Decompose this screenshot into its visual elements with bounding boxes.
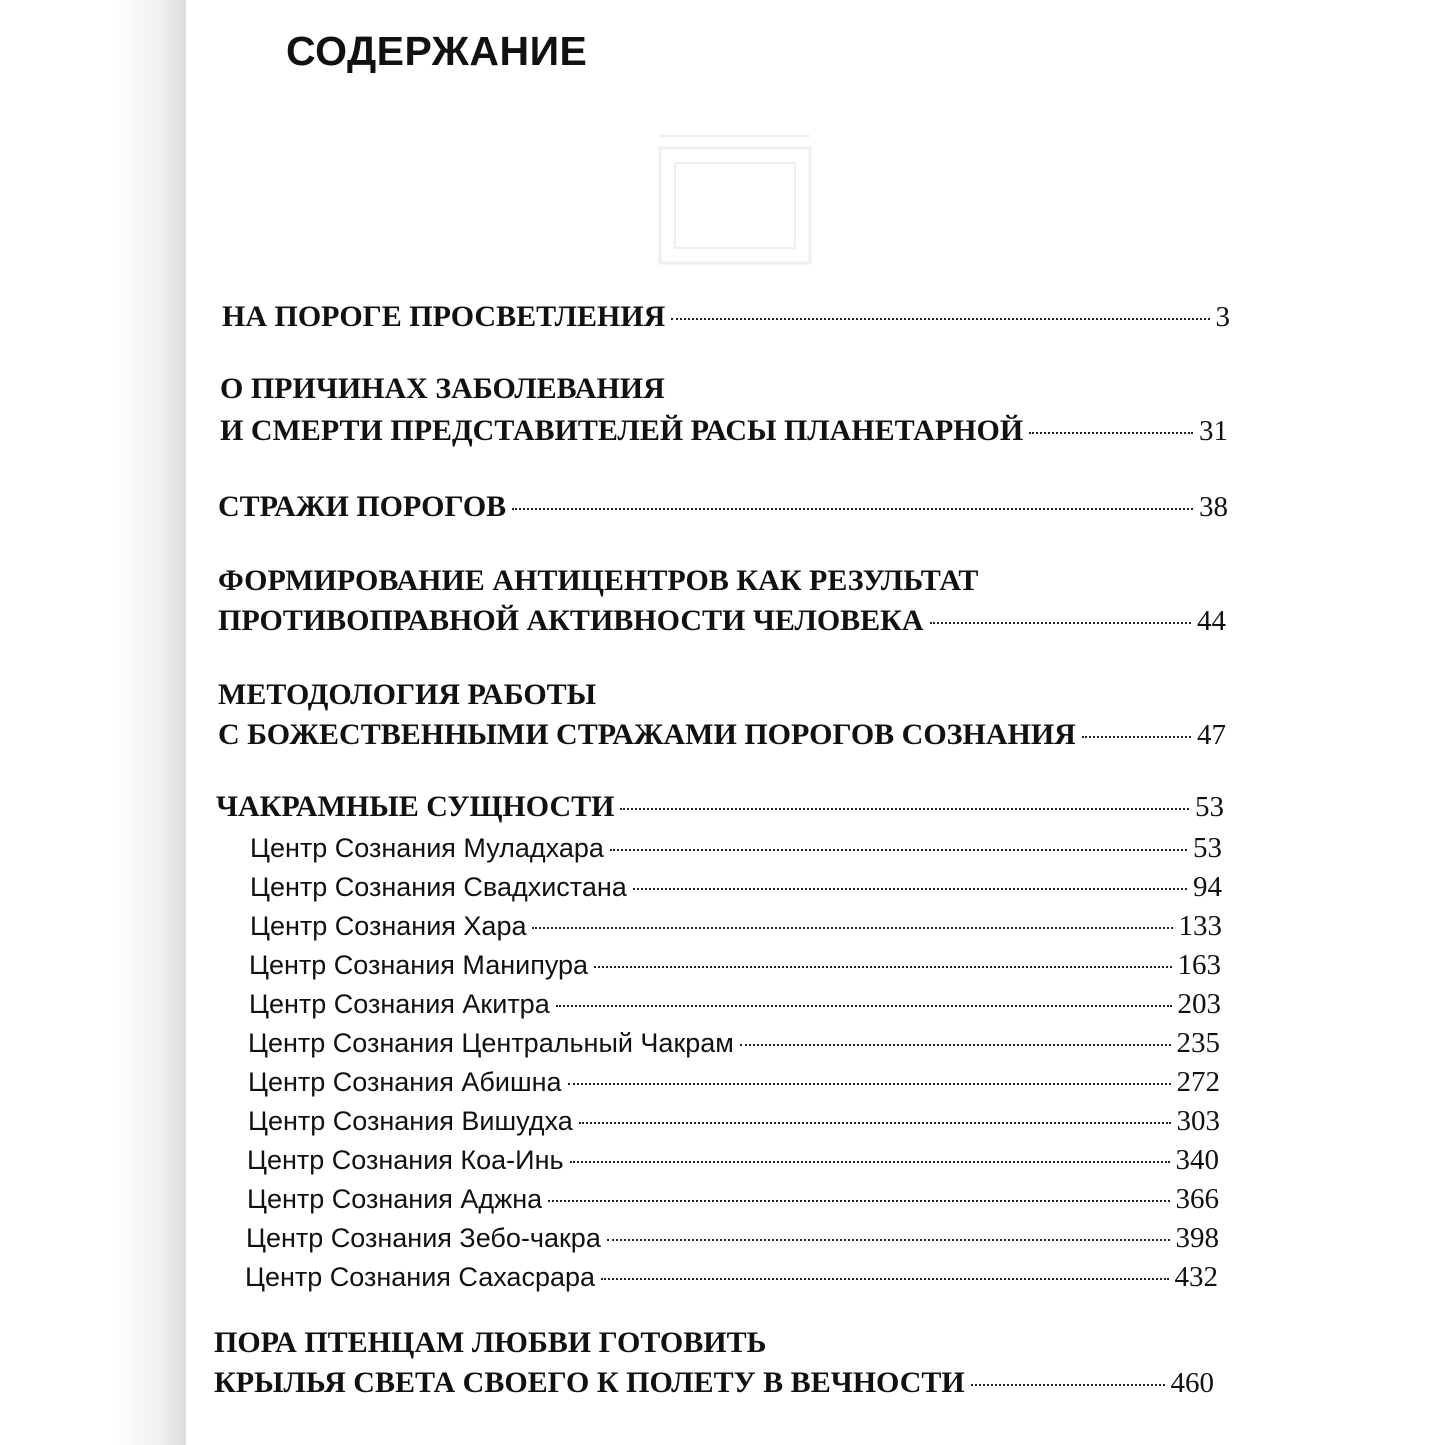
toc-entry-title-line: ПОРА ПТЕНЦАМ ЛЮБВИ ГОТОВИТЬ bbox=[214, 1326, 767, 1359]
toc-subentry-title: Центр Сознания Центральный Чакрам bbox=[248, 1028, 734, 1058]
toc-entry-page: 31 bbox=[1199, 415, 1228, 447]
toc-subentry-page: 432 bbox=[1174, 1261, 1218, 1293]
leader-dots bbox=[740, 1044, 1171, 1046]
toc-entry-title: СТРАЖИ ПОРОГОВ bbox=[218, 490, 507, 523]
leader-dots bbox=[971, 1384, 1165, 1386]
toc-entry[interactable] bbox=[216, 790, 1224, 824]
toc-entry[interactable] bbox=[218, 490, 1228, 524]
leader-dots bbox=[671, 318, 1209, 320]
toc-entry-page: 460 bbox=[1170, 1367, 1214, 1399]
toc-subentry-title: Центр Сознания Аджна bbox=[247, 1184, 543, 1214]
toc-subentry[interactable] bbox=[247, 1144, 1219, 1177]
toc-subentry-page: 53 bbox=[1193, 832, 1222, 864]
toc-subentry-page: 133 bbox=[1178, 910, 1222, 942]
toc-subentry-title: Центр Сознания Вишудха bbox=[248, 1106, 573, 1136]
leader-dots bbox=[556, 1005, 1172, 1007]
toc-subentry-title: Центр Сознания Коа-Инь bbox=[247, 1145, 564, 1175]
page-title: СОДЕРЖАНИЕ bbox=[286, 28, 588, 74]
leader-dots bbox=[601, 1278, 1168, 1280]
toc-subentry-title: Центр Сознания Свадхистана bbox=[250, 872, 627, 902]
toc-subentry[interactable] bbox=[248, 1066, 1220, 1099]
toc-entry[interactable] bbox=[220, 414, 1228, 448]
leader-dots bbox=[532, 927, 1172, 929]
faint-bleed-through-stamp bbox=[655, 128, 815, 268]
toc-subentry-page: 163 bbox=[1177, 949, 1221, 981]
toc-subentry-page: 94 bbox=[1193, 871, 1222, 903]
toc-entry-title-line: О ПРИЧИНАХ ЗАБОЛЕВАНИЯ bbox=[220, 372, 665, 405]
toc-subentry[interactable] bbox=[250, 871, 1222, 904]
leader-dots bbox=[633, 888, 1187, 890]
toc-entry[interactable] bbox=[214, 1366, 1214, 1400]
toc-entry-page: 3 bbox=[1215, 301, 1230, 333]
toc-subentry[interactable] bbox=[249, 988, 1221, 1021]
toc-entry[interactable] bbox=[218, 604, 1226, 638]
leader-dots bbox=[610, 849, 1187, 851]
toc-subentry-page: 203 bbox=[1177, 988, 1221, 1020]
toc-entry[interactable] bbox=[222, 300, 1230, 334]
toc-subentry[interactable] bbox=[250, 910, 1222, 943]
toc-entry-page: 44 bbox=[1197, 605, 1226, 637]
toc-entry-title-line: МЕТОДОЛОГИЯ РАБОТЫ bbox=[218, 678, 597, 711]
toc-subentry-title: Центр Сознания Манипура bbox=[249, 950, 589, 980]
toc-subentry-title: Центр Сознания Абишна bbox=[248, 1067, 562, 1097]
leader-dots bbox=[548, 1200, 1169, 1202]
toc-subentry-page: 366 bbox=[1175, 1183, 1219, 1215]
toc-entry-page: 47 bbox=[1197, 719, 1226, 751]
toc-entry-title: НА ПОРОГЕ ПРОСВЕТЛЕНИЯ bbox=[222, 300, 666, 333]
toc-subentry[interactable] bbox=[247, 1183, 1219, 1216]
toc-entry-title: КРЫЛЬЯ СВЕТА СВОЕГО К ПОЛЕТУ В ВЕЧНОСТИ bbox=[214, 1366, 965, 1399]
toc-subentry-title: Центр Сознания Муладхара bbox=[250, 833, 604, 863]
leader-dots bbox=[1029, 432, 1193, 434]
page-gutter-shadow bbox=[0, 0, 186, 1445]
toc-subentry[interactable] bbox=[246, 1222, 1219, 1255]
leader-dots bbox=[607, 1239, 1170, 1241]
leader-dots bbox=[570, 1161, 1170, 1163]
toc-entry-title-line: ФОРМИРОВАНИЕ АНТИЦЕНТРОВ КАК РЕЗУЛЬТАТ bbox=[218, 564, 979, 597]
leader-dots bbox=[579, 1122, 1171, 1124]
leader-dots bbox=[1082, 736, 1191, 738]
toc-subentry[interactable] bbox=[245, 1261, 1218, 1294]
toc-entry-title: С БОЖЕСТВЕННЫМИ СТРАЖАМИ ПОРОГОВ СОЗНАНИЯ bbox=[218, 718, 1076, 751]
leader-dots bbox=[568, 1083, 1171, 1085]
leader-dots bbox=[512, 508, 1193, 510]
toc-entry-page: 38 bbox=[1199, 491, 1228, 523]
toc-subentry-page: 235 bbox=[1176, 1027, 1220, 1059]
toc-subentry-title: Центр Сознания Хара bbox=[250, 911, 527, 941]
toc-subentry[interactable] bbox=[250, 832, 1222, 865]
toc-subentry-page: 272 bbox=[1176, 1066, 1220, 1098]
toc-entry[interactable] bbox=[218, 718, 1226, 752]
toc-subentry[interactable] bbox=[248, 1105, 1220, 1138]
toc-subentry-title: Центр Сознания Акитра bbox=[249, 989, 550, 1019]
toc-subentry-page: 303 bbox=[1176, 1105, 1220, 1137]
toc-subentry[interactable] bbox=[248, 1027, 1220, 1060]
toc-subentry-page: 398 bbox=[1175, 1222, 1219, 1254]
toc-subentry-title: Центр Сознания Зебо-чакра bbox=[246, 1223, 601, 1253]
toc-subentry-page: 340 bbox=[1175, 1144, 1219, 1176]
leader-dots bbox=[594, 966, 1171, 968]
toc-subentry[interactable] bbox=[249, 949, 1221, 982]
leader-dots bbox=[620, 808, 1189, 810]
toc-entry-title: И СМЕРТИ ПРЕДСТАВИТЕЛЕЙ РАСЫ ПЛАНЕТАРНОЙ bbox=[220, 414, 1024, 447]
leader-dots bbox=[930, 622, 1191, 624]
toc-entry-title: ПРОТИВОПРАВНОЙ АКТИВНОСТИ ЧЕЛОВЕКА bbox=[218, 604, 924, 637]
toc-subentry-title: Центр Сознания Сахасрара bbox=[245, 1262, 596, 1292]
toc-entry-page: 53 bbox=[1195, 791, 1224, 823]
toc-entry-title: ЧАКРАМНЫЕ СУЩНОСТИ bbox=[216, 790, 615, 823]
